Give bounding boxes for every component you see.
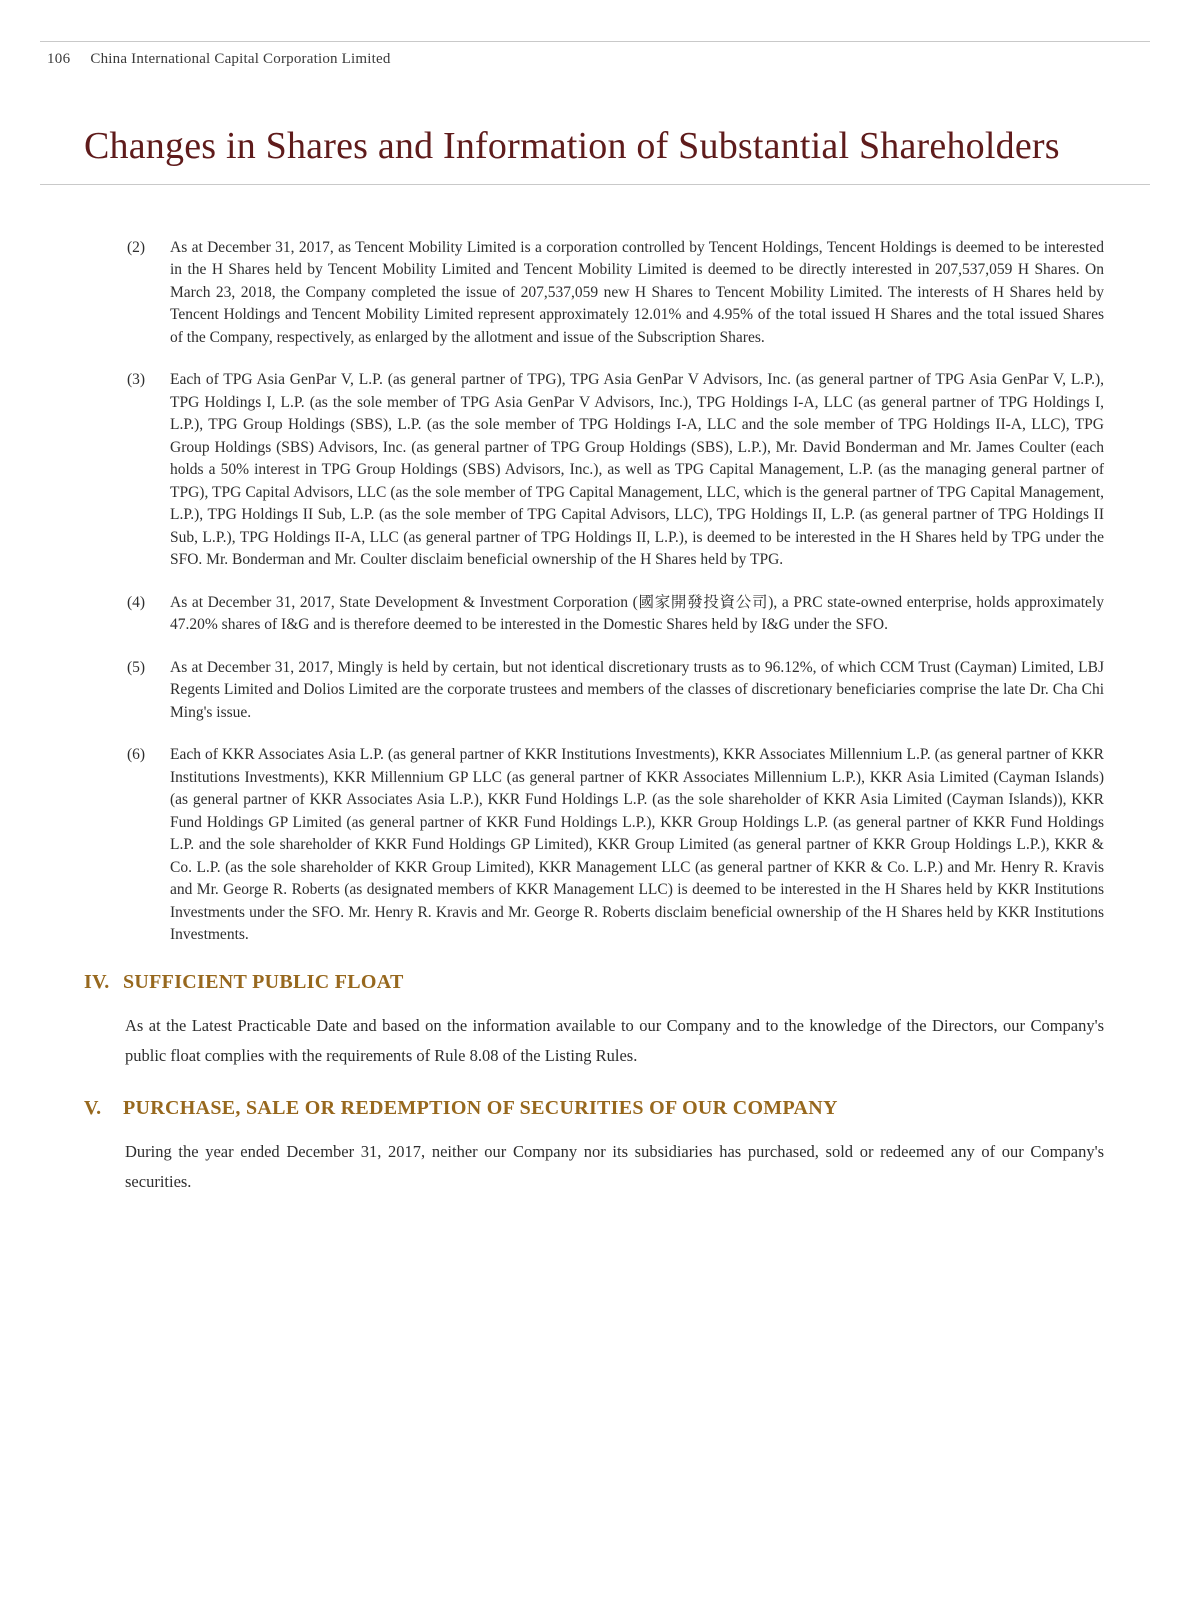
footnote-text: As at December 31, 2017, State Development & Investment Corporation (國家開發投資公司), a PRC state-owned enterprise, holds approximately 47.20% shares of I&G and is therefore deemed to be interested in the Domestic Shares held by I&G under the SFO. — [170, 593, 1104, 634]
section-heading — [84, 971, 1104, 994]
footnote-6 — [127, 744, 1104, 947]
footnote-text: As at December 31, 2017, as Tencent Mobility Limited is a corporation controlled by Tencent Holdings, Tencent Holdings is deemed to be interested in the H Shares held by Tencent Mobility Limited and Tencent Mobility Limited is deemed to be directly interested in 207,537,059 H Shares. On March 23, 2018, the Company completed the issue of 207,537,059 new H Shares to Tencent Mobility Limited. The interests of H Shares held by Tencent Holdings and Tencent Mobility Limited represent approximately 12.01% and 4.95% of the total issued H Shares and the total issued Shares of the Company, respectively, as enlarged by the allotment and issue of the Subscription Shares. — [170, 238, 1104, 346]
footnote-number: (4) — [127, 593, 146, 611]
section-heading-text: PURCHASE, SALE OR REDEMPTION OF SECURITIES OF OUR COMPANY — [123, 1096, 838, 1119]
footnote-3 — [127, 369, 1104, 572]
footnotes-list — [0, 237, 1190, 947]
footnote-text: Each of TPG Asia GenPar V, L.P. (as general partner of TPG), TPG Asia GenPar V Advisors, Inc. (as general partner of TPG Asia GenPar V, L.P.), TPG Holdings I, L.P. (as the sole member of TPG Asia GenPar V Advisors, Inc.), TPG Holdings I-A, LLC (as general partner of TPG Holdings I, L.P.), TPG Group Holdings (SBS), L.P. (as the sole member of TPG Holdings I-A, LLC and the sole member of TPG Holdings II-A, LLC), TPG Group Holdings (SBS) Advisors, Inc. (as general partner of TPG Group Holdings (SBS), L.P.), Mr. David Bonderman and Mr. James Coulter (each holds a 50% interest in TPG Group Holdings (SBS) Advisors, Inc.), as well as TPG Capital Management, L.P. (as the managing general partner of TPG), TPG Capital Advisors, LLC (as the sole member of TPG Capital Management, LLC, which is the general partner of TPG Capital Management, L.P.), TPG Holdings II Sub, L.P. (as the sole member of TPG Capital Advisors, LLC), TPG Holdings II, L.P. (as general partner of TPG Holdings II Sub, L.P.), TPG Holdings II-A, LLC (as general partner of TPG Holdings II, L.P.), is deemed to be interested in the H Shares held by TPG under the SFO. Mr. Bonderman and Mr. Coulter disclaim beneficial ownership of the H Shares held by TPG. — [170, 371, 1104, 569]
footnote-text: As at December 31, 2017, Mingly is held by certain, but not identical discretionary trusts as to 96.12%, of which CCM Trust (Cayman) Limited, LBJ Regents Limited and Dolios Limited are the corporate trustees and members of the classes of discretionary beneficiaries comprise the late Dr. Cha Chi Ming's issue. — [170, 658, 1104, 721]
footnote-4 — [127, 592, 1104, 637]
footnote-2 — [127, 237, 1104, 350]
footnote-5 — [127, 657, 1104, 725]
section-purchase-sale-redemption — [84, 1097, 1104, 1197]
company-name: China International Capital Corporation Limited — [90, 51, 391, 67]
section-body-text: As at the Latest Practicable Date and based on the information available to our Company and to the knowledge of the Directors, our Company's public float complies with the requirements of Rule 8.08 of the Listing Rules. — [125, 1015, 1104, 1065]
footnote-text: Each of KKR Associates Asia L.P. (as general partner of KKR Institutions Investments), KKR Associates Millennium L.P. (as general partner of KKR Institutions Investments), KKR Millennium GP LLC (as general partner of KKR Associates Millennium L.P.), KKR Asia Limited (Cayman Islands) (as general partner of KKR Associates Asia L.P.), KKR Fund Holdings L.P. (as the sole shareholder of KKR Asia Limited (Cayman Islands)), KKR Fund Holdings GP Limited (as general partner of KKR Fund Holdings L.P.), KKR Group Holdings L.P. (as general partner of KKR Fund Holdings L.P. and the sole shareholder of KKR Fund Holdings GP Limited), KKR Group Limited (as general partner of KKR Group Holdings L.P.), KKR & Co. L.P. (as the sole shareholder of KKR Group Limited), KKR Management LLC (as general partner of KKR & Co. L.P.) and Mr. Henry R. Kravis and Mr. George R. Roberts (as designated members of KKR Management LLC) is deemed to be interested in the H Shares held by KKR Institutions Investments under the SFO. Mr. Henry R. Kravis and Mr. George R. Roberts disclaim beneficial ownership of the H Shares held by KKR Institutions Investments. — [170, 746, 1104, 944]
section-heading-text: SUFFICIENT PUBLIC FLOAT — [123, 970, 404, 993]
section-numeral: IV. — [84, 970, 110, 993]
footnote-number: (2) — [127, 238, 146, 256]
footnote-number: (5) — [127, 658, 146, 676]
section-numeral: V. — [84, 1096, 102, 1119]
footnote-number: (6) — [127, 746, 146, 764]
section-body-text: During the year ended December 31, 2017, neither our Company nor its subsidiaries has purchased, sold or redeemed any of our Company's securities. — [125, 1141, 1104, 1191]
page-number: 106 — [47, 51, 71, 67]
header-rule — [40, 41, 1150, 42]
footnote-number: (3) — [127, 371, 146, 389]
section-heading — [84, 1097, 1104, 1120]
page-header — [47, 51, 1150, 68]
section-sufficient-public-float — [84, 971, 1104, 1071]
page-title: Changes in Shares and Information of Substantial Shareholders — [84, 125, 1060, 167]
title-rule — [40, 184, 1150, 185]
